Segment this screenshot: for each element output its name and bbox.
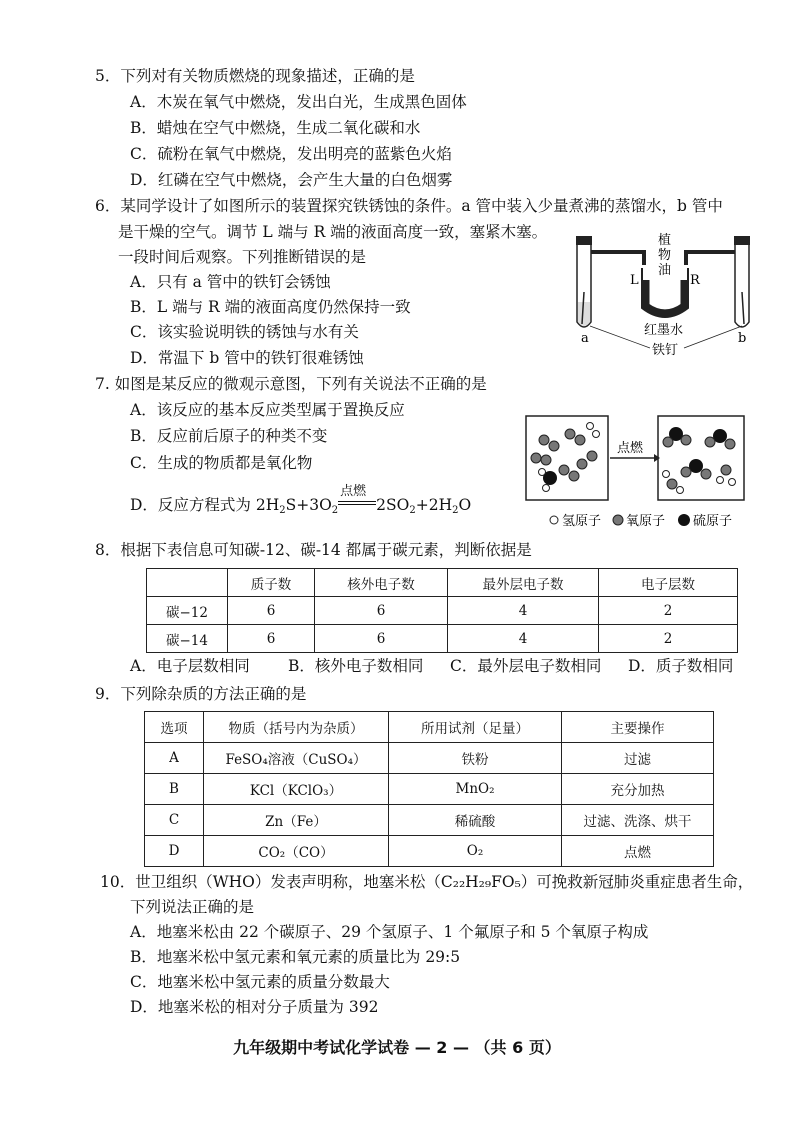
leader-nail-b <box>684 326 742 348</box>
leader-nail-a <box>590 326 650 348</box>
q8-option-a: A．电子层数相同 <box>130 657 250 675</box>
label-b: b <box>738 331 747 346</box>
q7-option-d-prefix: D．反应方程式为 2H <box>130 496 280 514</box>
table-cell: 碳−14 <box>147 625 228 653</box>
q6-stem-line2: 是干燥的空气。调节 L 端与 R 端的液面高度一致，塞紧木塞。 <box>118 223 548 241</box>
table-cell: B <box>145 774 204 805</box>
oxygen-legend-icon <box>613 515 623 525</box>
q10-stem-line1: 10．世卫组织（WHO）发表声明称，地塞米松（C₂₂H₂₉FO₅）可挽救新冠肺炎重症患者生命， <box>100 873 754 891</box>
stopper-a <box>576 236 592 245</box>
water-a <box>578 302 590 326</box>
table-cell: 点燃 <box>562 836 714 867</box>
table-cell: CO₂（CO） <box>204 836 389 867</box>
table-cell: KCl（KClO₃） <box>204 774 389 805</box>
table-cell: 6 <box>315 625 448 653</box>
table-row <box>147 625 738 653</box>
q10-option-c: C．地塞米松中氢元素的质量分数最大 <box>130 973 390 991</box>
table-row <box>145 805 714 836</box>
q10-stem-line2: 下列说法正确的是 <box>130 898 255 916</box>
table-cell: 充分加热 <box>562 774 714 805</box>
q5-option-a: A．木炭在氧气中燃烧，发出白光，生成黑色固体 <box>130 93 467 111</box>
table-cell: MnO₂ <box>389 774 562 805</box>
table-cell: 4 <box>448 597 599 625</box>
table-row <box>145 774 714 805</box>
tube-right <box>686 252 735 265</box>
formula-part: O <box>458 496 472 514</box>
q6-option-d: D．常温下 b 管中的铁钉很难锈蚀 <box>130 349 364 367</box>
label-a: a <box>581 331 589 346</box>
condition-label: 点燃 <box>340 484 367 499</box>
table-cell: 碳−12 <box>147 597 228 625</box>
rust-apparatus-figure <box>566 230 766 360</box>
page-footer: 九年级期中考试化学试卷 — 2 — （共 6 页） <box>233 1038 561 1057</box>
q5-option-c: C．硫粉在氧气中燃烧，发出明亮的蓝紫色火焰 <box>130 145 452 163</box>
table-header-cell: 电子层数 <box>599 569 738 597</box>
q8-option-d: D．质子数相同 <box>628 657 734 675</box>
table-cell: 2 <box>599 597 738 625</box>
q6-option-a: A．只有 a 管中的铁钉会锈蚀 <box>130 273 331 291</box>
table-cell: C <box>145 805 204 836</box>
table-cell: O₂ <box>389 836 562 867</box>
sub: 2 <box>409 505 416 516</box>
arrow-label: 点燃 <box>617 441 644 456</box>
nail-b <box>742 292 744 324</box>
table-header-cell: 物质（括号内为杂质） <box>204 712 389 743</box>
sulfur-legend-icon <box>678 514 690 526</box>
sub: 2 <box>331 505 339 516</box>
q7-option-a: A．该反应的基本反应类型属于置换反应 <box>130 401 405 419</box>
table-cell: 稀硫酸 <box>389 805 562 836</box>
red-ink-liquid <box>646 280 684 313</box>
table-row <box>147 597 738 625</box>
label-plant-oil-2: 物 <box>658 248 672 263</box>
table-header-cell: 主要操作 <box>562 712 714 743</box>
q7-option-b: B．反应前后原子的种类不变 <box>130 427 328 445</box>
q10-option-a: A．地塞米松由 22 个碳原子、29 个氢原子、1 个氟原子和 5 个氧原子构成 <box>130 923 649 941</box>
table-header-cell: 所用试剂（足量） <box>389 712 562 743</box>
legend-hydrogen: 氢原子 <box>562 514 602 529</box>
table-cell: D <box>145 836 204 867</box>
table-header-cell <box>147 569 228 597</box>
q7-stem: 7. 如图是某反应的微观示意图，下列有关说法不正确的是 <box>95 375 487 393</box>
q9-table <box>144 711 714 867</box>
table-cell: 过滤 <box>562 743 714 774</box>
hydrogen-legend-icon <box>550 516 558 524</box>
stopper-b <box>734 236 750 245</box>
table-cell: 6 <box>228 597 315 625</box>
table-header-cell: 最外层电子数 <box>448 569 599 597</box>
label-red-ink: 红墨水 <box>644 323 684 338</box>
table-cell: 铁粉 <box>389 743 562 774</box>
formula-part: 2SO <box>376 496 410 514</box>
q10-option-b: B．地塞米松中氢元素和氧元素的质量比为 29:5 <box>130 948 461 966</box>
reaction-micro-figure <box>520 410 770 530</box>
table-cell: Zn（Fe） <box>204 805 389 836</box>
table-header-row <box>147 569 738 597</box>
q7-option-c: C．生成的物质都是氧化物 <box>130 454 313 472</box>
table-header-cell: 核外电子数 <box>315 569 448 597</box>
table-header-row <box>145 712 714 743</box>
label-plant-oil-1: 植 <box>658 233 672 248</box>
q7-option-d <box>130 484 472 521</box>
label-plant-oil-3: 油 <box>658 263 672 278</box>
q8-table <box>146 568 738 653</box>
arrow-head-icon <box>654 454 660 462</box>
reaction-condition <box>338 484 376 515</box>
sub: 2 <box>279 505 286 516</box>
sub: 2 <box>452 505 459 516</box>
formula-part: S+3O <box>285 496 332 514</box>
table-row <box>145 836 714 867</box>
test-tube-b <box>735 245 749 327</box>
table-header-cell: 选项 <box>145 712 204 743</box>
table-cell: 6 <box>315 597 448 625</box>
label-nail: 铁钉 <box>652 343 679 358</box>
q9-stem: 9．下列除杂质的方法正确的是 <box>95 685 307 703</box>
table-row <box>145 743 714 774</box>
q5-stem: 5．下列对有关物质燃烧的现象描述，正确的是 <box>95 67 415 85</box>
table-cell: 过滤、洗涤、烘干 <box>562 805 714 836</box>
tube-left <box>591 252 644 265</box>
q6-option-b: B．L 端与 R 端的液面高度仍然保持一致 <box>130 298 411 316</box>
q5-option-d: D．红磷在空气中燃烧，会产生大量的白色烟雾 <box>130 171 453 189</box>
q8-option-c: C．最外层电子数相同 <box>450 657 602 675</box>
table-cell: A <box>145 743 204 774</box>
table-cell: 6 <box>228 625 315 653</box>
label-l: L <box>630 273 639 288</box>
q10-option-d: D．地塞米松的相对分子质量为 392 <box>130 998 379 1016</box>
q6-stem-line1: 6．某同学设计了如图所示的装置探究铁锈蚀的条件。a 管中装入少量煮沸的蒸馏水，b 管中 <box>95 197 723 215</box>
q6-stem-line3: 一段时间后观察。下列推断错误的是 <box>118 248 367 266</box>
table-cell: 2 <box>599 625 738 653</box>
table-cell: 4 <box>448 625 599 653</box>
legend-oxygen: 氧原子 <box>626 514 666 529</box>
legend-sulfur: 硫原子 <box>693 514 733 529</box>
table-header-cell: 质子数 <box>228 569 315 597</box>
q8-stem: 8．根据下表信息可知碳-12、碳-14 都属于碳元素，判断依据是 <box>95 541 532 559</box>
formula-part: +2H <box>415 496 453 514</box>
q6-option-c: C．该实验说明铁的锈蚀与水有关 <box>130 323 359 341</box>
label-r: R <box>690 273 700 288</box>
q8-option-b: B．核外电子数相同 <box>288 657 424 675</box>
q5-option-b: B．蜡烛在空气中燃烧，生成二氧化碳和水 <box>130 119 421 137</box>
table-cell: FeSO₄溶液（CuSO₄） <box>204 743 389 774</box>
